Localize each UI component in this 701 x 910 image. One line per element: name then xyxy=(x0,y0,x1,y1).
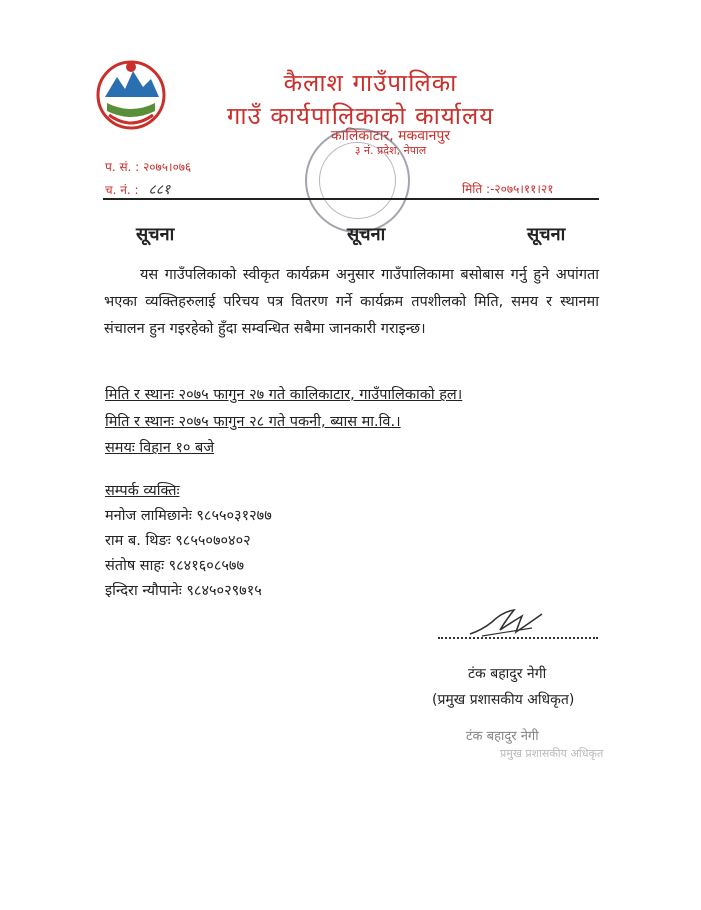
contact-person: राम ब. थिङः ९८५५०७०४०२ xyxy=(105,533,251,549)
date-label: मिति :- xyxy=(462,182,495,196)
signatory-title: (प्रमुख प्रशासकीय अधिकृत) xyxy=(432,692,575,708)
signature-line xyxy=(438,637,598,639)
reference-ps xyxy=(105,158,191,175)
ps-value: २०७५।०७६ xyxy=(143,160,192,174)
office-name: गाउँ कार्यपालिकाको कार्यालय xyxy=(226,102,495,130)
header-divider xyxy=(103,198,599,200)
signatory-name: टंक बहादुर नेगी xyxy=(468,666,547,682)
date-value: २०७५।११।२१ xyxy=(494,182,554,196)
name-stamp: टंक बहादुर नेगी xyxy=(466,729,539,744)
contact-person: इन्दिरा न्यौपानेः ९८४५०२९७१५ xyxy=(105,583,262,599)
cn-label: च. नं. : xyxy=(105,183,139,197)
title-stamp: प्रमुख प्रशासकीय अधिकृत xyxy=(500,747,604,760)
notice-title-right: सूचना xyxy=(527,224,566,245)
letter-date xyxy=(462,180,553,197)
contact-person: संतोष साहः ९८४१६०८५७७ xyxy=(105,558,245,574)
schedule-line-2: मिति र स्थानः २०७५ फागुन २८ गते पकनी, ब्यास मा.वि.। xyxy=(105,414,401,430)
schedule-time: समयः विहान १० बजे xyxy=(105,440,215,456)
notice-title-center: सूचना xyxy=(347,224,386,245)
cn-value: ८८१ xyxy=(148,182,171,198)
schedule-line-1: मिति र स्थानः २०७५ फागुन २७ गते कालिकाटार, गाउँपालिकाको हल। xyxy=(105,387,463,403)
ps-label: प. सं. : xyxy=(105,160,140,174)
office-seal xyxy=(305,128,410,233)
address-line-1: कालिकाटार, मकवानपुर xyxy=(330,128,451,144)
address-line-2: ३ नं. प्रदेश, नेपाल xyxy=(354,144,427,157)
notice-title-left: सूचना xyxy=(136,224,175,245)
org-name: कैलाश गाउँपालिका xyxy=(283,69,458,97)
notice-body: यस गाउँपलिकाको स्वीकृत कार्यक्रम अनुसार गाउँपालिकामा बसोबास गर्नु हुने अपांगता भएका व्यक्तिहरुलाई परिचय पत्र वितरण गर्ने कार्यक्रम तपशीलको मिति, समय र स्थानमा संचालन हुन गइरहेको हुँदा सम्वन्धित सबैमा जानकारी गराइन्छ। xyxy=(104,267,599,337)
reference-cn xyxy=(105,180,170,199)
contacts-heading: सम्पर्क व्यक्तिः xyxy=(105,483,180,499)
contact-person: मनोज लामिछानेः ९८५५०३१२७७ xyxy=(105,508,272,524)
